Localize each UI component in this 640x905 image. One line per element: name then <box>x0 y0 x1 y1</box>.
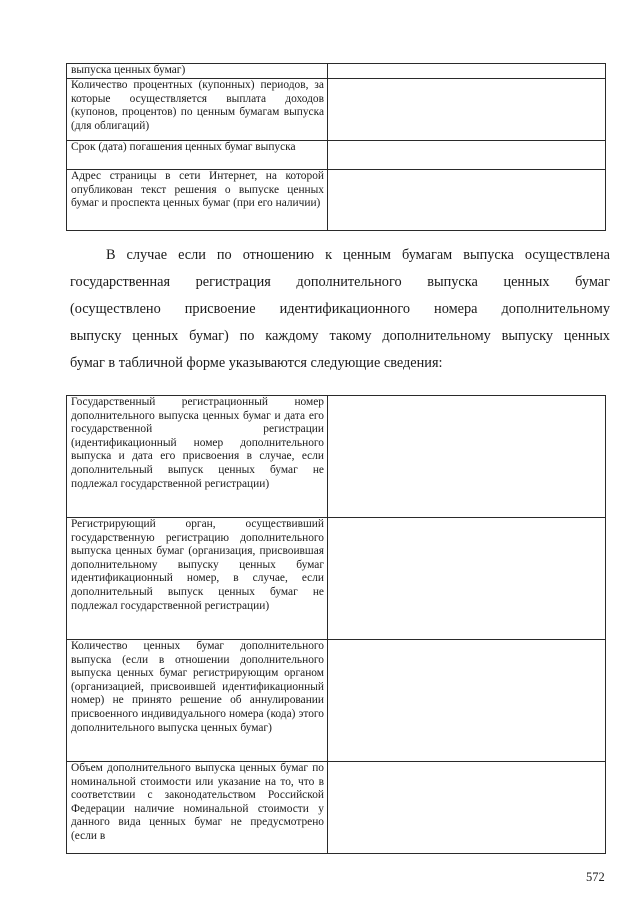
table-row <box>67 640 606 762</box>
table-row <box>67 170 606 231</box>
page-number: 572 <box>586 870 605 884</box>
row-label: выпуска ценных бумаг) <box>67 64 328 79</box>
row-value <box>328 141 606 170</box>
table-row <box>67 762 606 854</box>
row-label: Количество ценных бумаг дополнительного выпуска (если в отношении дополнительного выпуска ценных бумаг регистрирующим органом (организацией, присвоившей идентификационный номер) не принято решение об аннулировании присвоенного индивидуального номера (кода) этого дополнительного выпуска ценных бумаг) <box>67 640 328 762</box>
row-value <box>328 170 606 231</box>
row-value <box>328 762 606 854</box>
paragraph-line: государственная регистрация дополнительного выпуска ценных бумаг <box>70 274 610 290</box>
row-label: Государственный регистрационный номер дополнительного выпуска ценных бумаг и дата его государственной регистрации (идентификационный номер дополнительного выпуска и дата его присвоения в случае, если дополнительный выпуск ценных бумаг не подлежал государственной регистрации) <box>67 396 328 518</box>
row-label: Количество процентных (купонных) периодов, за которые осуществляется выплата доходов (купонов, процентов) по ценным бумагам выпуска (для облигаций) <box>67 79 328 141</box>
table-row <box>67 396 606 518</box>
paragraph-line: выпуску ценных бумаг) по каждому такому дополнительному выпуску ценных <box>70 328 610 344</box>
row-label: Адрес страницы в сети Интернет, на которой опубликован текст решения о выпуске ценных бумаг и проспекта ценных бумаг (при его наличии) <box>67 170 328 231</box>
row-value <box>328 640 606 762</box>
paragraph-line: (осуществлено присвоение идентификационного номера дополнительному <box>70 301 610 317</box>
paragraph-line: В случае если по отношению к ценным бумагам выпуска осуществлена <box>106 247 610 263</box>
row-label: Срок (дата) погашения ценных бумаг выпуска <box>67 141 328 170</box>
table-row <box>67 141 606 170</box>
row-value <box>328 396 606 518</box>
row-value <box>328 64 606 79</box>
table-row <box>67 79 606 141</box>
row-label: Объем дополнительного выпуска ценных бумаг по номинальной стоимости или указание на то, что в соответствии с законодательством Российской Федерации наличие номинальной стоимости у данного вида ценных бумаг не предусмотрено (если в <box>67 762 328 854</box>
table-row <box>67 64 606 79</box>
additional-issue-table <box>66 395 606 854</box>
row-label: Регистрирующий орган, осуществивший государственную регистрацию дополнительного выпуска ценных бумаг (организация, присвоившая дополнительному выпуску ценных бумаг идентификационный номер, в случае, если дополнительный выпуск ценных бумаг не подлежал государственной регистрации) <box>67 518 328 640</box>
table-row <box>67 518 606 640</box>
row-value <box>328 79 606 141</box>
row-value <box>328 518 606 640</box>
securities-issue-table <box>66 63 606 231</box>
paragraph-line: бумаг в табличной форме указываются следующие сведения: <box>70 355 443 371</box>
body-paragraph <box>70 242 610 377</box>
